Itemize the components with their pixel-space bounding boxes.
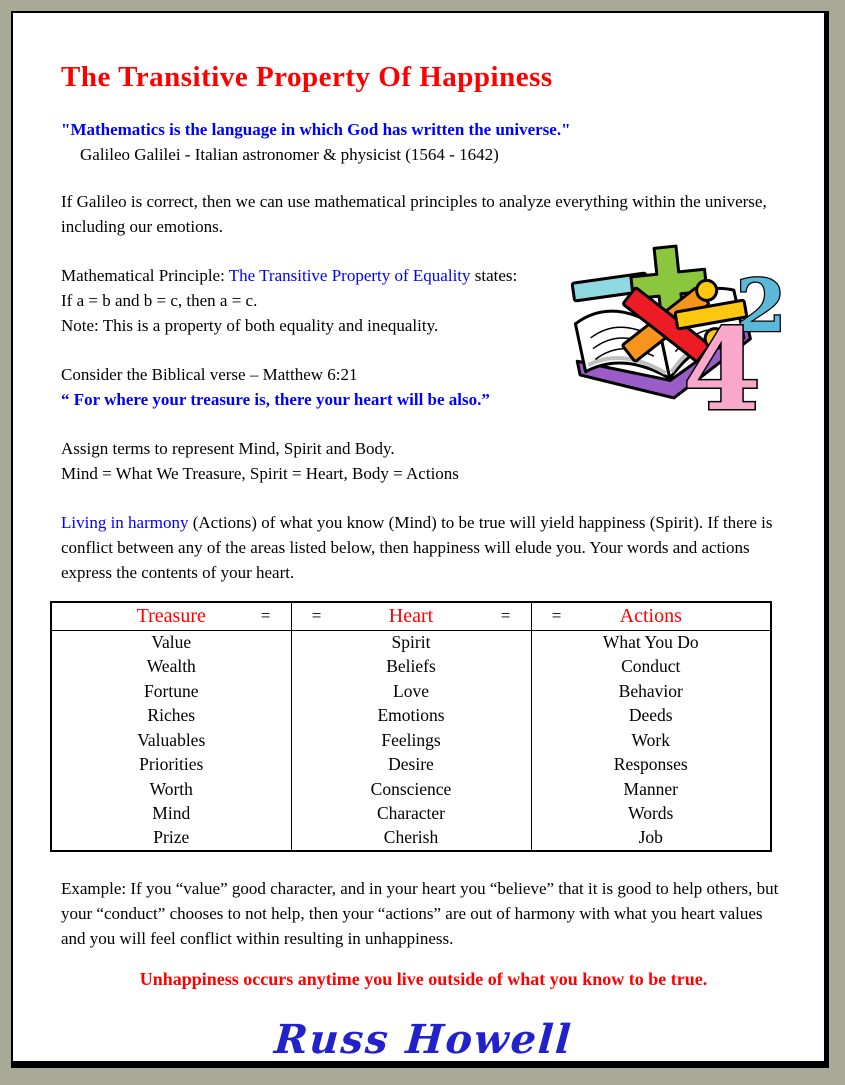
table-cell: Emotions xyxy=(291,704,531,729)
table-row xyxy=(51,655,771,680)
header-label-treasure: Treasure xyxy=(136,604,206,627)
table-cell: Responses xyxy=(531,753,771,778)
harmony-rest: (Actions) of what you know (Mind) to be true will yield happiness (Spirit). If there is conflict between any of the areas listed below, then happiness will elude you. Your words and actions express the contents of your heart. xyxy=(61,513,773,582)
table-row xyxy=(51,802,771,827)
table-cell: Conduct xyxy=(531,655,771,680)
page-title: The Transitive Property Of Happiness xyxy=(61,61,553,93)
table-cell: Love xyxy=(291,679,531,704)
table-cell: Behavior xyxy=(531,679,771,704)
table-cell: Desire xyxy=(291,753,531,778)
header-cell-treasure xyxy=(51,602,291,630)
table-row xyxy=(51,630,771,655)
table-cell: Manner xyxy=(531,777,771,802)
assignment-block xyxy=(61,436,786,486)
equivalence-table xyxy=(50,601,772,852)
table-cell: Fortune xyxy=(144,680,199,701)
table-cell: Priorities xyxy=(139,754,204,775)
table-cell: Conscience xyxy=(291,777,531,802)
verse-intro: Consider the Biblical verse – Matthew 6:21 xyxy=(61,365,358,384)
table-cell: Deeds xyxy=(531,704,771,729)
table-cell: Worth xyxy=(149,778,193,799)
table-header-row xyxy=(51,602,771,630)
assignment-line-1: Assign terms to represent Mind, Spirit and Body. xyxy=(61,439,395,458)
equals-sign: = xyxy=(500,606,511,626)
equals-sign: = xyxy=(260,606,271,626)
intro-paragraph: If Galileo is correct, then we can use mathematical principles to analyze everything within the universe, including our emotions. xyxy=(61,192,767,236)
closing-statement: Unhappiness occurs anytime you live outside of what you know to be true. xyxy=(139,968,708,989)
table-row xyxy=(51,704,771,729)
epigraph-attribution: Galileo Galilei - Italian astronomer & physicist (1564 - 1642) xyxy=(80,145,499,164)
exponent-two-icon: 2 xyxy=(735,263,787,348)
table-cell: Cherish xyxy=(291,826,531,851)
principle-rule: If a = b and b = c, then a = c. xyxy=(61,291,258,310)
table-cell: Value xyxy=(151,632,192,652)
equals-sign: = xyxy=(311,606,322,626)
header-cell-actions xyxy=(531,602,771,630)
number-four-icon: 4 xyxy=(683,305,761,425)
table-cell: Mind xyxy=(152,803,191,824)
principle-label: Mathematical Principle: xyxy=(61,266,229,285)
table-row xyxy=(51,777,771,802)
harmony-paragraph xyxy=(61,510,786,585)
table-cell: Work xyxy=(531,728,771,753)
math-symbols-open-book-clipart xyxy=(569,229,793,425)
table-cell: Feelings xyxy=(291,728,531,753)
table-cell: Job xyxy=(531,826,771,851)
header-label-heart: Heart xyxy=(388,604,434,627)
epigraph-quote: "Mathematics is the language in which God has written the universe." xyxy=(61,120,571,139)
table-cell: Words xyxy=(531,802,771,827)
table-cell: Wealth xyxy=(146,656,196,677)
table-cell: Beliefs xyxy=(291,655,531,680)
table-cell: Spirit xyxy=(291,630,531,655)
equals-sign: = xyxy=(551,606,562,626)
table-row xyxy=(51,826,771,851)
table-cell: Prize xyxy=(153,827,190,848)
table-row xyxy=(51,728,771,753)
header-label-actions: Actions xyxy=(619,604,682,627)
harmony-lead: Living in harmony xyxy=(61,513,189,532)
table-cell: Character xyxy=(291,802,531,827)
principle-note: Note: This is a property of both equality and inequality. xyxy=(61,316,439,335)
document-page xyxy=(11,11,829,1068)
table-row xyxy=(51,679,771,704)
table-cell: Valuables xyxy=(137,729,206,750)
table-cell: What You Do xyxy=(531,630,771,655)
table-row xyxy=(51,753,771,778)
principle-name: The Transitive Property of Equality xyxy=(228,266,471,285)
header-cell-heart xyxy=(291,602,531,630)
table-cell: Riches xyxy=(147,705,196,726)
signature: Russ Howell xyxy=(272,1015,575,1063)
assignment-line-2: Mind = What We Treasure, Spirit = Heart, Body = Actions xyxy=(61,464,459,483)
principle-suffix: states: xyxy=(470,266,518,285)
verse-text: “ For where your treasure is, there your heart will be also.” xyxy=(61,390,490,409)
document-content xyxy=(13,13,824,1061)
example-paragraph: Example: If you “value” good character, and in your heart you “believe” that it is good to help others, but your “conduct” chooses to not help, then your “actions” are out of harmony with what you heart values and you will feel conflict within resulting in unhappiness. xyxy=(61,878,779,948)
